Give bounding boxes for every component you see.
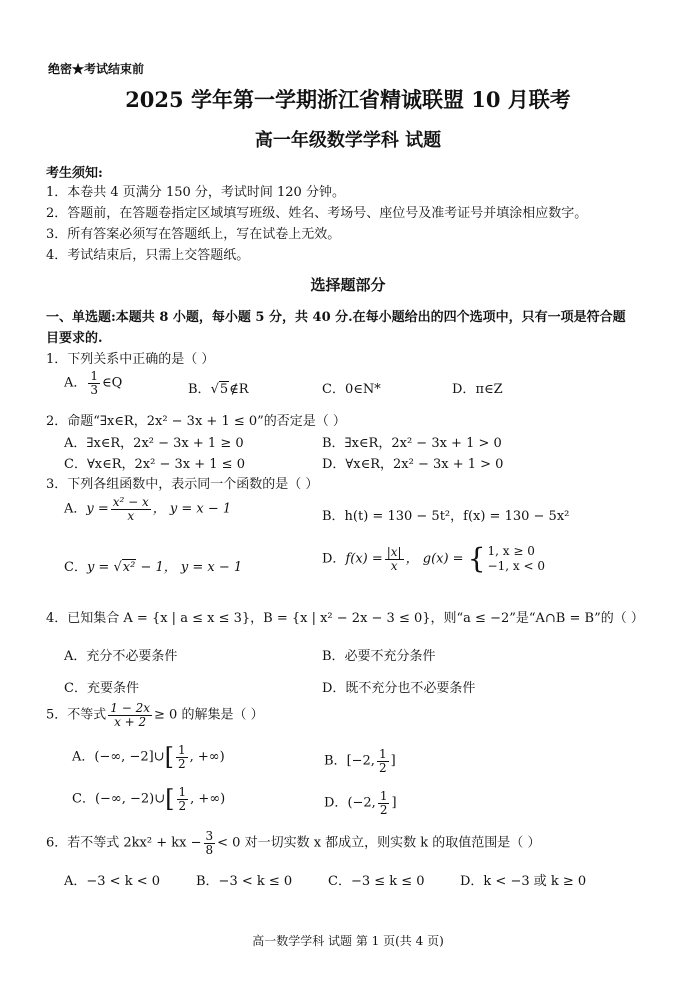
q3-option-a xyxy=(64,496,231,522)
exam-subtitle: 高一年级数学学科 试题 xyxy=(254,130,442,151)
option-text: ， y = x − 1 xyxy=(152,501,232,517)
fraction-denominator: 2 xyxy=(379,802,388,817)
q6-option-b: B．−3 < k ≤ 0 xyxy=(196,874,293,889)
option-text: 0∈N* xyxy=(344,382,381,397)
fraction-numerator: 1 xyxy=(378,747,387,761)
stem-text: 5．不等式 xyxy=(46,707,107,723)
fraction-numerator: 1 xyxy=(90,369,99,383)
fraction xyxy=(378,790,390,816)
q4-option-d: D．既不充分也不必要条件 xyxy=(322,681,476,696)
option-lhs: y = xyxy=(86,501,109,517)
fraction xyxy=(88,370,100,396)
radicand: x² xyxy=(122,560,136,575)
option-label: D． xyxy=(322,551,346,567)
q6-option-a: A．−3 < k < 0 xyxy=(64,874,161,889)
fraction-denominator: 2 xyxy=(177,756,186,771)
option-label: A． xyxy=(64,375,87,391)
q1-option-d xyxy=(452,378,503,397)
option-lhs: f(x) = xyxy=(345,551,383,567)
fraction-denominator: x + 2 xyxy=(114,714,147,729)
q5-option-a xyxy=(72,744,225,770)
bracket: [ xyxy=(165,785,175,814)
fraction-numerator: 1 xyxy=(379,789,388,803)
case-row: 1, x ≥ 0 xyxy=(487,544,535,558)
option-text: π∈Z xyxy=(475,382,503,397)
interval-left: (−∞, −2]∪ xyxy=(94,749,165,765)
q2-option-c: C．∀x∈R，2x² − 3x + 1 ≤ 0 xyxy=(64,457,245,472)
notice-item: 4．考试结束后，只需上交答题纸。 xyxy=(46,248,250,263)
section-instruction-cont: 目要求的. xyxy=(46,331,103,346)
fraction xyxy=(111,496,151,522)
interval-right: , +∞) xyxy=(189,749,225,765)
option-label: A． xyxy=(72,749,95,765)
fraction-numerator: 1 xyxy=(178,785,187,799)
interval-left: (−2, xyxy=(347,795,376,811)
q5-option-c xyxy=(72,786,225,812)
option-label: D． xyxy=(452,382,476,397)
interval-right: , +∞) xyxy=(190,791,226,807)
fraction-numerator: 1 − 2x xyxy=(110,701,151,715)
option-label: C． xyxy=(72,791,95,807)
page-footer: 高一数学学科 试题 第 1 页(共 4 页) xyxy=(252,934,444,948)
radicand: 5 xyxy=(219,382,229,397)
q1-option-b: B．√5∉R xyxy=(188,382,249,397)
q3-option-d xyxy=(322,544,545,574)
q3-stem: 3．下列各组函数中，表示同一个函数的是（ ） xyxy=(46,477,319,492)
case-row: −1, x < 0 xyxy=(487,559,545,573)
fraction xyxy=(176,744,188,770)
q6-stem xyxy=(46,830,540,856)
confidential-label: 绝密★考试结束前 xyxy=(48,62,145,76)
option-text: ∈Q xyxy=(102,375,123,391)
option-lhs: y = xyxy=(86,560,110,575)
fraction xyxy=(108,702,152,728)
q4-option-c: C．充要条件 xyxy=(64,681,139,696)
exam-title: 2025 学年第一学期浙江省精诚联盟 10 月联考 xyxy=(125,87,571,112)
fraction-numerator: |x| xyxy=(386,544,402,559)
q6-option-d: D．k < −3 或 k ≥ 0 xyxy=(460,874,587,889)
q3-option-c: C．y = √x² − 1， y = x − 1 xyxy=(64,560,243,575)
q2-option-a: A．∃x∈R，2x² − 3x + 1 ≥ 0 xyxy=(64,436,244,451)
option-label: C． xyxy=(64,560,87,575)
section-title: 选择题部分 xyxy=(310,276,386,294)
stem-text: < 0 对一切实数 x 都成立，则实数 k 的取值范围是（ ） xyxy=(217,835,541,851)
option-label: C． xyxy=(322,382,345,397)
option-label: A． xyxy=(64,501,87,517)
q6-option-c: C．−3 ≤ k ≤ 0 xyxy=(328,874,425,889)
fraction xyxy=(177,786,189,812)
option-label: B． xyxy=(324,753,347,769)
q4-option-a: A．充分不必要条件 xyxy=(64,649,178,664)
q4-option-b: B．必要不充分条件 xyxy=(322,649,436,664)
q3-option-b: B．h(t) = 130 − 5t²，f(x) = 130 − 5x² xyxy=(322,509,570,524)
fraction xyxy=(385,546,404,572)
left-brace: { xyxy=(467,542,486,575)
fraction-numerator: x² − x xyxy=(112,495,149,509)
notice-item: 1．本卷共 4 页满分 150 分，考试时间 120 分钟。 xyxy=(46,185,345,200)
fraction-numerator: 1 xyxy=(177,743,186,757)
fraction-numerator: 3 xyxy=(205,829,214,843)
notice-item: 2．答题前，在答题卷指定区域填写班级、姓名、考场号、座位号及准考证号并填涂相应数字。 xyxy=(46,206,588,221)
interval-right: ] xyxy=(390,753,396,769)
q1-option-c xyxy=(322,378,381,397)
q2-stem: 2．命题“∃x∈R，2x² − 3x + 1 ≤ 0”的否定是（ ） xyxy=(46,414,346,429)
q5-option-b xyxy=(324,748,396,774)
stem-text: ≥ 0 的解集是（ ） xyxy=(154,707,264,723)
section-instruction: 一、单选题:本题共 8 小题，每小题 5 分，共 40 分.在每小题给出的四个选项中，只有一项是符合题 xyxy=(46,310,626,325)
fraction-denominator: 3 xyxy=(90,382,99,397)
fraction-denominator: x xyxy=(127,508,135,523)
stem-text: 6．若不等式 2kx² + kx − xyxy=(46,835,202,851)
fraction-denominator: 8 xyxy=(205,842,214,857)
bracket: [ xyxy=(164,743,174,772)
q2-option-d: D．∀x∈R，2x² − 3x + 1 > 0 xyxy=(322,457,504,472)
q2-option-b: B．∃x∈R，2x² − 3x + 1 > 0 xyxy=(322,436,502,451)
option-text: ， g(x) = xyxy=(405,551,464,567)
interval-right: ] xyxy=(391,795,397,811)
notice-heading: 考生须知: xyxy=(46,166,103,181)
notice-item: 3．所有答案必须写在答题纸上，写在试卷上无效。 xyxy=(46,227,341,242)
interval-left: (−∞, −2)∪ xyxy=(94,791,166,807)
q4-stem: 4．已知集合 A = {x | a ≤ x ≤ 3}，B = {x | x² − 2x − 3 ≤ 0}，则“a ≤ −2”是“A∩B = B”的（ ） xyxy=(46,611,644,626)
option-text: − 1， y = x − 1 xyxy=(140,560,243,575)
option-label: B． xyxy=(188,382,211,397)
fraction-denominator: 2 xyxy=(178,798,187,813)
fraction-denominator: x xyxy=(390,558,398,573)
q1-option-a xyxy=(64,370,122,396)
fraction xyxy=(377,748,389,774)
option-text: ∉R xyxy=(229,382,249,397)
fraction-denominator: 2 xyxy=(378,760,387,775)
piecewise-function xyxy=(468,544,545,574)
option-label: D． xyxy=(324,795,348,811)
q1-stem: 1．下列关系中正确的是（ ） xyxy=(46,352,215,367)
piecewise-cases xyxy=(488,544,545,574)
q5-option-d xyxy=(324,790,397,816)
interval-left: [−2, xyxy=(346,753,375,769)
q5-stem xyxy=(46,702,264,728)
fraction xyxy=(204,830,216,856)
